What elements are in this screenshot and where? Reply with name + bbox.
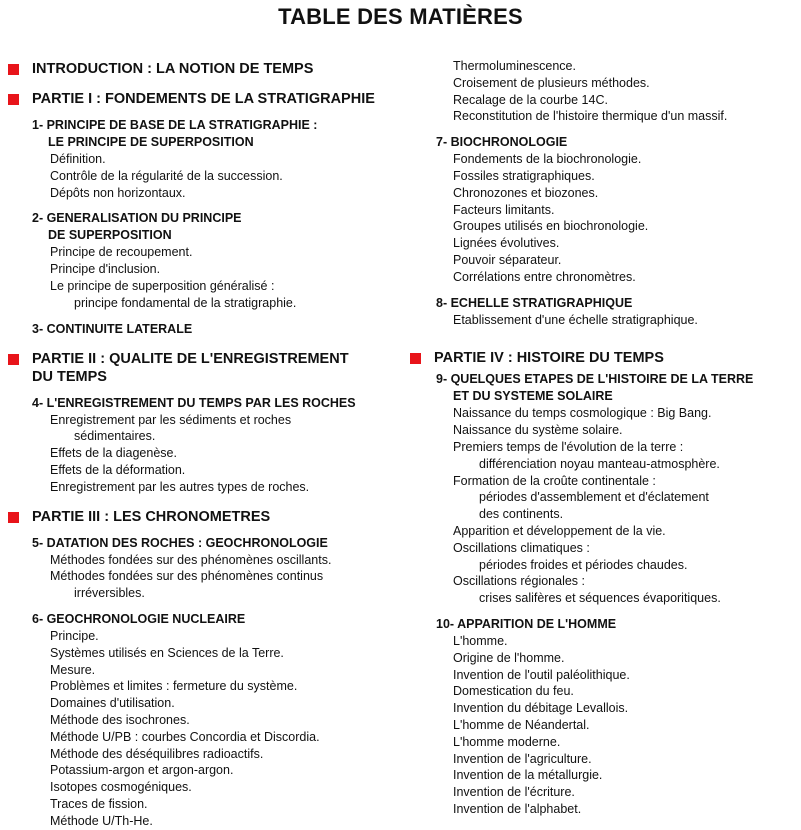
list-item: Etablissement d'une échelle stratigraphique. xyxy=(453,312,698,327)
list-item: Invention de la métallurgie. xyxy=(453,768,603,783)
list-item: Dépôts non horizontaux. xyxy=(50,185,186,200)
list-item: Premiers temps de l'évolution de la terre : xyxy=(453,439,684,454)
part-3[interactable] xyxy=(8,508,400,526)
part-2[interactable] xyxy=(8,350,400,386)
right-column xyxy=(410,58,796,818)
chapter-8[interactable] xyxy=(436,295,796,312)
chapter-6[interactable] xyxy=(32,611,400,628)
chapter-1[interactable] xyxy=(32,117,400,151)
list-item: Croisement de plusieurs méthodes. xyxy=(453,75,650,90)
list-item: Domestication du feu. xyxy=(453,684,574,699)
chapter-title: 7- BIOCHRONOLOGIE xyxy=(436,135,568,150)
part-title: PARTIE I : FONDEMENTS DE LA STRATIGRAPHIE xyxy=(32,91,375,107)
list-item: Oscillations régionales : xyxy=(453,574,586,589)
chapter-title: 3- CONTINUITE LATERALE xyxy=(32,321,193,336)
list-item: Principe. xyxy=(50,628,99,643)
list-item: Le principe de superposition généralisé : xyxy=(50,278,275,293)
list-item: Méthode U/PB : courbes Concordia et Discordia. xyxy=(50,729,320,744)
list-item: Invention de l'alphabet. xyxy=(453,801,582,816)
list-item: Méthodes fondées sur des phénomènes oscillants. xyxy=(50,552,332,567)
list-item: Domaines d'utilisation. xyxy=(50,696,175,711)
square-bullet-icon xyxy=(410,353,421,364)
part-title: PARTIE II : QUALITE DE L'ENREGISTREMENT xyxy=(32,350,349,367)
list-item: Facteurs limitants. xyxy=(453,202,555,217)
list-item: Naissance du système solaire. xyxy=(453,423,623,438)
square-bullet-icon xyxy=(8,354,19,365)
list-item-sub: des continents. xyxy=(479,507,564,522)
list-item: Formation de la croûte continentale : xyxy=(453,473,656,488)
chapter-title: 6- GEOCHRONOLOGIE NUCLEAIRE xyxy=(32,611,246,626)
chapter-title: 5- DATATION DES ROCHES : GEOCHRONOLOGIE xyxy=(32,535,328,550)
list-item: Définition. xyxy=(50,152,106,166)
list-item: Thermoluminescence. xyxy=(453,59,576,73)
list-item: Traces de fission. xyxy=(50,796,148,811)
list-item: Fondements de la biochronologie. xyxy=(453,152,642,167)
list-item-sub: périodes froides et périodes chaudes. xyxy=(479,557,688,572)
part-title: PARTIE IV : HISTOIRE DU TEMPS xyxy=(434,350,664,367)
part-title: PARTIE III : LES CHRONOMETRES xyxy=(32,508,271,525)
part-title-cont: DU TEMPS xyxy=(32,368,107,385)
list-item-sub: crises salifères et séquences évaporitiques. xyxy=(479,591,721,606)
part-1[interactable] xyxy=(8,90,400,108)
list-item: Effets de la déformation. xyxy=(50,462,186,477)
list-item: Chronozones et biozones. xyxy=(453,185,599,200)
list-item: Isotopes cosmogéniques. xyxy=(50,780,192,795)
list-item: Contrôle de la régularité de la succession. xyxy=(50,168,283,183)
chapter-4[interactable] xyxy=(32,395,400,412)
chapter-title: 10- APPARITION DE L'HOMME xyxy=(436,616,617,631)
list-item: Reconstitution de l'histoire thermique d'un massif. xyxy=(453,109,728,124)
chapter-title-cont: LE PRINCIPE DE SUPERPOSITION xyxy=(48,135,254,149)
list-item: Enregistrement par les autres types de roches. xyxy=(50,479,310,494)
list-item: Enregistrement par les sédiments et roches xyxy=(50,412,292,427)
list-item: L'homme moderne. xyxy=(453,734,561,749)
list-item: Méthode U/Th-He. xyxy=(50,813,153,828)
page-title: TABLE DES MATIÈRES xyxy=(278,4,523,29)
list-item: Problèmes et limites : fermeture du système. xyxy=(50,679,298,694)
chapter-10[interactable] xyxy=(436,616,796,633)
list-item: Mesure. xyxy=(50,662,96,677)
chapter-title: 4- L'ENREGISTREMENT DU TEMPS PAR LES ROCHES xyxy=(32,395,356,410)
chapter-title-cont: DE SUPERPOSITION xyxy=(48,228,172,243)
list-item: Principe d'inclusion. xyxy=(50,262,161,277)
part-intro[interactable] xyxy=(8,60,400,78)
chapter-title: 2- GENERALISATION DU PRINCIPE xyxy=(32,211,242,226)
list-item: Origine de l'homme. xyxy=(453,650,565,665)
list-item: Méthode des isochrones. xyxy=(50,712,190,727)
list-item: Méthode des déséquilibres radioactifs. xyxy=(50,746,264,761)
list-item: Invention du débitage Levallois. xyxy=(453,701,629,716)
chapter-title: 1- PRINCIPE DE BASE DE LA STRATIGRAPHIE : xyxy=(32,118,318,132)
list-item-sub: différenciation noyau manteau-atmosphère. xyxy=(479,456,720,471)
chapter-3[interactable] xyxy=(32,321,400,338)
list-item: Effets de la diagenèse. xyxy=(50,446,177,461)
list-item: Potassium-argon et argon-argon. xyxy=(50,763,234,778)
chapter-9[interactable] xyxy=(436,371,796,405)
list-item: Invention de l'outil paléolithique. xyxy=(453,667,630,682)
square-bullet-icon xyxy=(8,94,19,105)
list-item: L'homme de Néandertal. xyxy=(453,717,590,732)
list-item-sub: principe fondamental de la stratigraphie. xyxy=(74,295,297,310)
list-item: Groupes utilisés en biochronologie. xyxy=(453,219,649,234)
list-item: Oscillations climatiques : xyxy=(453,540,590,555)
left-column xyxy=(8,60,400,830)
list-item: Invention de l'écriture. xyxy=(453,785,575,800)
chapter-title-cont: ET DU SYSTEME SOLAIRE xyxy=(453,389,613,404)
list-item: Invention de l'agriculture. xyxy=(453,751,592,766)
chapter-5[interactable] xyxy=(32,535,400,552)
list-item-sub: sédimentaires. xyxy=(74,429,156,444)
list-item: Méthodes fondées sur des phénomènes continus xyxy=(50,569,324,584)
list-item: Fossiles stratigraphiques. xyxy=(453,168,595,183)
part-title: INTRODUCTION : LA NOTION DE TEMPS xyxy=(32,61,314,77)
list-item: Naissance du temps cosmologique : Big Bang. xyxy=(453,406,712,421)
chapter-title: 8- ECHELLE STRATIGRAPHIQUE xyxy=(436,295,633,310)
list-item-sub: irréversibles. xyxy=(74,586,145,601)
list-item: Pouvoir séparateur. xyxy=(453,252,562,267)
list-item: Principe de recoupement. xyxy=(50,245,193,260)
list-item: Recalage de la courbe 14C. xyxy=(453,92,608,107)
chapter-2[interactable] xyxy=(32,210,400,244)
list-item: L'homme. xyxy=(453,633,508,648)
list-item: Apparition et développement de la vie. xyxy=(453,523,666,538)
list-item: Corrélations entre chronomètres. xyxy=(453,269,636,284)
square-bullet-icon xyxy=(8,64,19,75)
list-item: Lignées évolutives. xyxy=(453,236,560,251)
chapter-7[interactable] xyxy=(436,134,796,151)
list-item-sub: périodes d'assemblement et d'éclatement xyxy=(479,490,709,505)
chapter-title: 9- QUELQUES ETAPES DE L'HISTOIRE DE LA TERRE xyxy=(436,372,754,387)
list-item: Systèmes utilisés en Sciences de la Terre. xyxy=(50,645,284,660)
square-bullet-icon xyxy=(8,512,19,523)
part-4[interactable] xyxy=(410,349,796,367)
